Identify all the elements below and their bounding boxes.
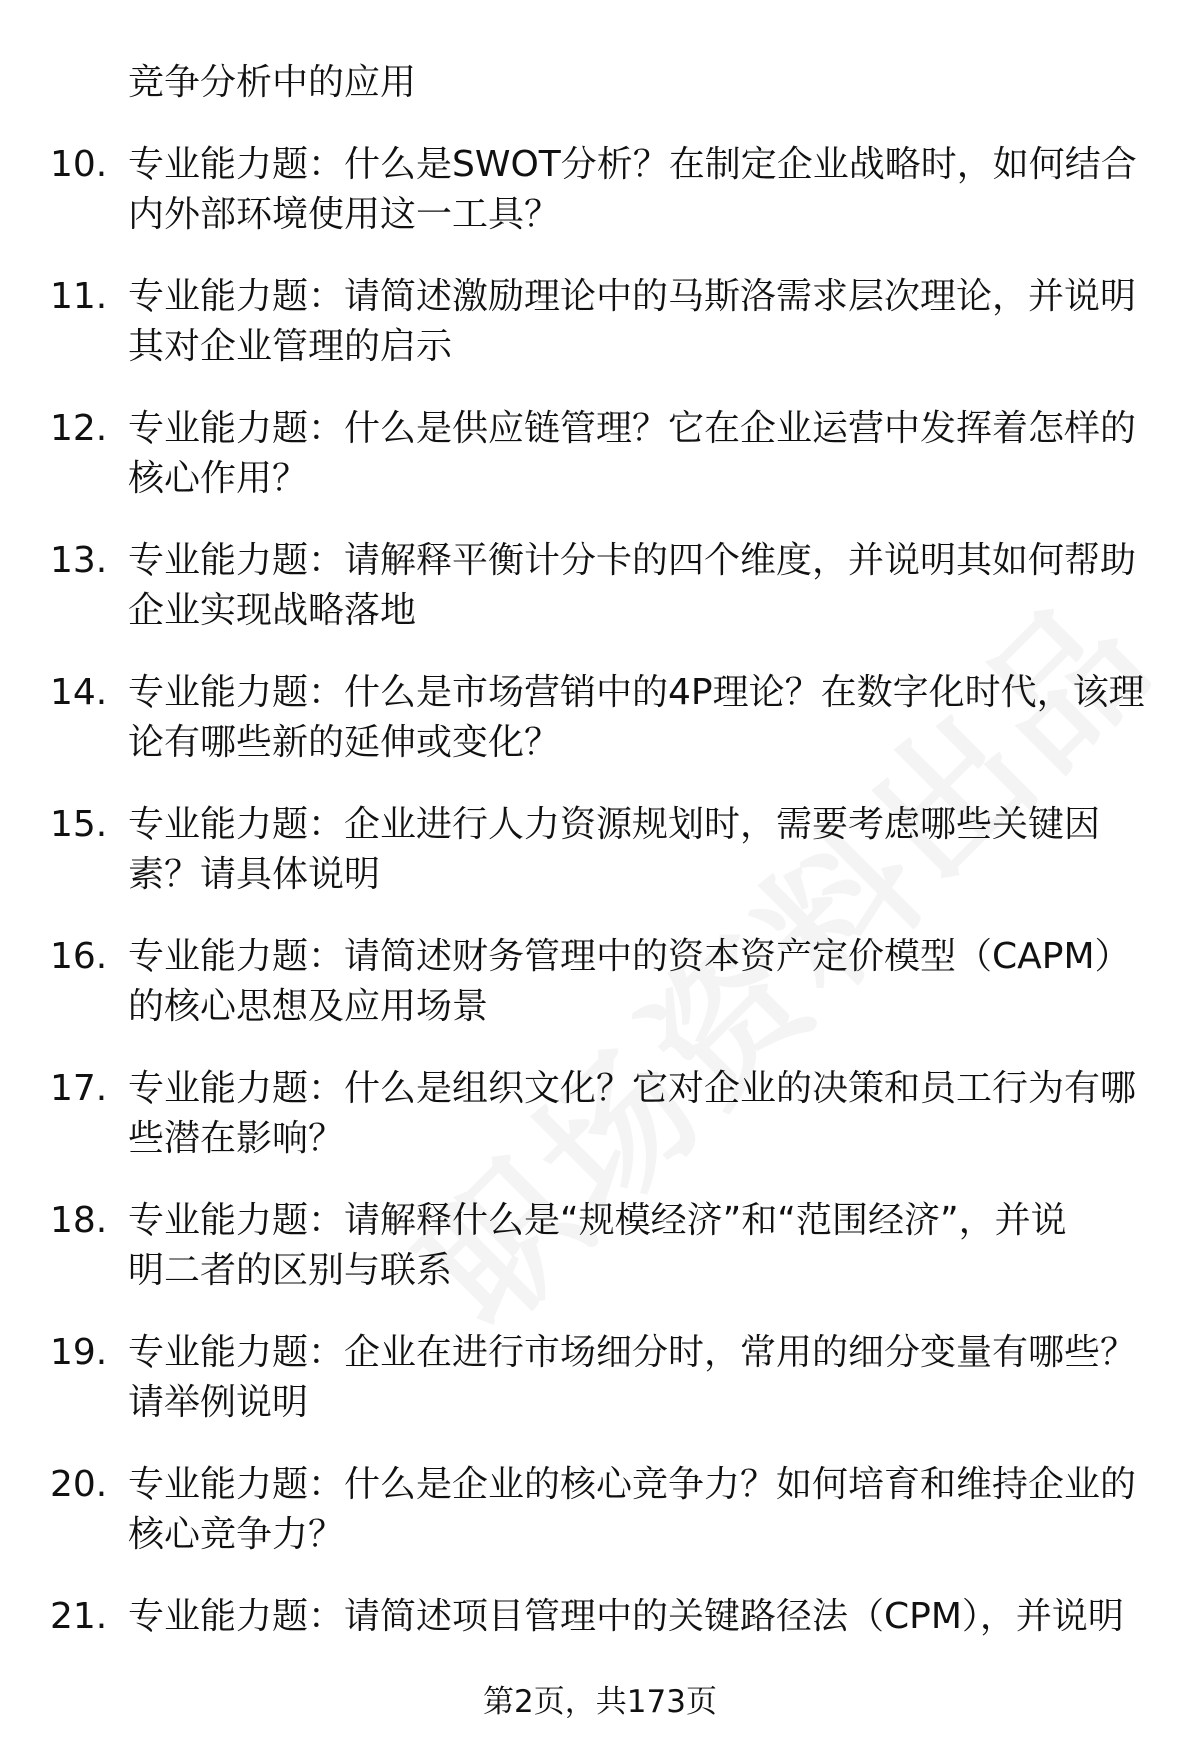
question-text [128,272,1148,372]
question-number: 11. [50,276,108,317]
question-line: 素？请具体说明 [128,854,381,895]
question-line: 其对企业管理的启示 [128,326,453,367]
question-number: 17. [50,1068,108,1109]
question-line: 专业能力题：什么是组织文化？它对企业的决策和员工行为有哪 [128,1068,1137,1109]
question-line: 专业能力题：企业在进行市场细分时，常用的细分变量有哪些？ [128,1332,1137,1373]
question-line: 专业能力题：请解释平衡计分卡的四个维度，并说明其如何帮助 [128,540,1137,581]
question-text [128,1460,1148,1560]
question-text [128,140,1148,240]
question-line: 请举例说明 [128,1382,309,1423]
page-footer: 第2页，共173页 [483,1684,717,1720]
question-line: 专业能力题：请解释什么是“规模经济”和“范围经济”，并说 [128,1200,1067,1241]
question-line: 专业能力题：企业进行人力资源规划时，需要考虑哪些关键因 [128,804,1101,845]
question-line: 专业能力题：什么是市场营销中的4P理论？在数字化时代，该理 [128,672,1145,713]
question-item [0,536,1200,668]
question-number: 18. [50,1200,108,1241]
question-item [0,1328,1200,1460]
question-line: 企业实现战略落地 [128,590,417,631]
question-number: 10. [50,144,108,185]
question-line: 些潜在影响？ [128,1118,345,1159]
question-number: 20. [50,1464,108,1505]
question-item [0,1064,1200,1196]
question-number: 12. [50,408,108,449]
question-line: 核心竞争力？ [128,1514,345,1555]
question-line: 专业能力题：什么是SWOT分析？在制定企业战略时，如何结合 [128,144,1137,185]
question-number: 19. [50,1332,108,1373]
question-number: 14. [50,672,108,713]
question-text [128,536,1148,636]
question-line: 内外部环境使用这一工具？ [128,194,561,235]
question-number: 21. [50,1596,108,1637]
question-text [128,1328,1148,1428]
question-item [0,668,1200,800]
question-line: 专业能力题：请简述激励理论中的马斯洛需求层次理论，并说明 [128,276,1137,317]
question-text [128,668,1148,768]
question-text [128,800,1148,900]
question-text [128,1064,1148,1164]
question-text [128,932,1148,1032]
question-line: 专业能力题：什么是供应链管理？它在企业运营中发挥着怎样的 [128,408,1137,449]
question-item [0,800,1200,932]
question-line: 专业能力题：请简述项目管理中的关键路径法（CPM），并说明 [128,1596,1124,1637]
question-item [0,140,1200,272]
question-item [0,1460,1200,1592]
question-list [0,140,1200,1724]
question-line: 的核心思想及应用场景 [128,986,489,1027]
question-line: 明二者的区别与联系 [128,1250,453,1291]
question-number: 13. [50,540,108,581]
question-line: 专业能力题：请简述财务管理中的资本资产定价模型（CAPM） [128,936,1131,977]
continued-question-text: 竞争分析中的应用 [128,62,417,103]
question-number: 16. [50,936,108,977]
question-number: 15. [50,804,108,845]
question-item [0,1196,1200,1328]
question-text [128,404,1148,504]
question-item [0,272,1200,404]
question-item [0,932,1200,1064]
question-line: 核心作用？ [128,458,309,499]
question-text [128,1196,1148,1296]
question-item [0,404,1200,536]
question-line: 论有哪些新的延伸或变化？ [128,722,561,763]
question-text [128,1592,1148,1642]
question-line: 专业能力题：什么是企业的核心竞争力？如何培育和维持企业的 [128,1464,1137,1505]
